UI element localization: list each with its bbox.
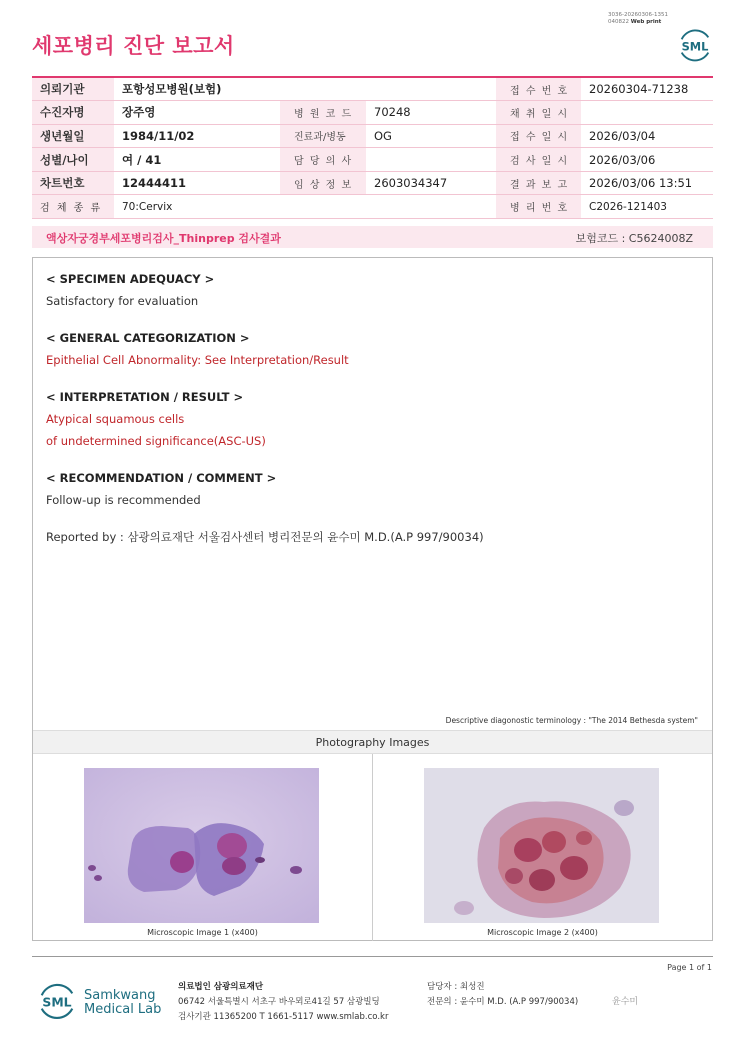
value-birth-date: 1984/11/02 <box>114 124 280 148</box>
info-row <box>32 171 713 195</box>
value-result-report: 2026/03/06 13:51 <box>581 171 713 195</box>
section-heading: < INTERPRETATION / RESULT > <box>46 390 244 404</box>
sml-logo-text: SML <box>681 39 709 54</box>
print-code <box>608 12 668 25</box>
label-hospital-code: 병 원 코 드 <box>280 101 366 125</box>
label-requesting-institution: 의뢰기관 <box>32 77 114 101</box>
label-birth-date: 생년월일 <box>32 124 114 148</box>
footer-brand-line2: Medical Lab <box>84 1002 162 1017</box>
label-collection-date: 채 취 일 시 <box>496 101 581 125</box>
bethesda-note: Descriptive diagonostic terminology : "The 2014 Bethesda system" <box>445 716 698 725</box>
label-receipt-number: 접 수 번 호 <box>496 77 581 101</box>
section-recommendation <box>46 471 696 507</box>
page-number: Page 1 of 1 <box>667 963 712 972</box>
value-collection-date <box>581 101 713 125</box>
label-receipt-date: 접 수 일 시 <box>496 124 581 148</box>
section-general-categorization <box>46 331 696 367</box>
microscopic-image-2 <box>424 768 659 923</box>
value-test-date: 2026/03/06 <box>581 148 713 172</box>
section-text: Atypical squamous cells <box>46 412 185 426</box>
page-title: 세포병리 진단 보고서 <box>32 34 235 58</box>
label-sex-age: 성별/나이 <box>32 148 114 172</box>
section-text: Epithelial Cell Abnormality: See Interpretation/Result <box>46 353 349 367</box>
photo-header: Photography Images <box>33 730 712 754</box>
footer-staff-1: 담당자 : 최성진 <box>427 982 485 992</box>
info-row <box>32 124 713 148</box>
value-pathology-number: C2026-121403 <box>581 195 713 219</box>
footer-staff-2: 전문의 : 윤수미 M.D. (A.P 997/90034) <box>427 997 579 1007</box>
value-requesting-institution: 포항성모병원(보험) <box>114 77 496 101</box>
print-code-line1: 3036-20260306-1351 <box>608 12 668 18</box>
label-department: 진료과/병동 <box>280 124 366 148</box>
reported-by: Reported by : 삼광의료재단 서울검사센터 병리전문의 윤수미 M.D.(A.P 997/90034) <box>46 530 484 544</box>
photo-divider <box>372 754 373 941</box>
label-result-report: 결 과 보 고 <box>496 171 581 195</box>
section-text: Follow-up is recommended <box>46 493 201 507</box>
microscopic-image-1 <box>84 768 319 923</box>
test-name: 액상자궁경부세포병리검사_Thinprep 검사결과 <box>46 232 281 245</box>
test-name-bar <box>32 226 713 248</box>
value-receipt-number: 20260304-71238 <box>581 77 713 101</box>
web-print-label: Web print <box>630 18 662 25</box>
footer-staff <box>427 980 578 1010</box>
value-chart-number: 12444411 <box>114 171 280 195</box>
footer-contact: 검사기관 11365200 T 1661-5117 www.smlab.co.kr <box>178 1012 389 1022</box>
label-specimen-type: 검 체 종 류 <box>32 195 114 219</box>
label-test-date: 검 사 일 시 <box>496 148 581 172</box>
label-doctor: 담 당 의 사 <box>280 148 366 172</box>
footer-brand-line1: Samkwang <box>84 988 156 1003</box>
footer-logo-text: SML <box>42 994 72 1010</box>
patient-info-table <box>32 76 713 219</box>
section-heading: < SPECIMEN ADEQUACY > <box>46 272 215 286</box>
label-chart-number: 차트번호 <box>32 171 114 195</box>
report-content <box>46 272 696 544</box>
info-row <box>32 195 713 219</box>
section-specimen-adequacy <box>46 272 696 308</box>
value-doctor <box>366 148 496 172</box>
section-interpretation <box>46 390 696 448</box>
image-caption-2: Microscopic Image 2 (x400) <box>487 928 598 937</box>
insurance-code: 보험코드 : C5624008Z <box>575 232 693 245</box>
report-box <box>32 257 713 941</box>
footer-divider <box>32 956 713 957</box>
sml-logo-icon <box>676 26 714 64</box>
label-clinical-info: 임 상 정 보 <box>280 171 366 195</box>
image-caption-1: Microscopic Image 1 (x400) <box>147 928 258 937</box>
value-clinical-info: 2603034347 <box>366 171 496 195</box>
footer-address: 06742 서울특별시 서초구 바우뫼로41길 57 삼광빌딩 <box>178 997 380 1007</box>
value-receipt-date: 2026/03/04 <box>581 124 713 148</box>
info-row <box>32 77 713 101</box>
label-pathology-number: 병 리 번 호 <box>496 195 581 219</box>
section-heading: < GENERAL CATEGORIZATION > <box>46 331 250 345</box>
value-specimen-type: 70:Cervix <box>114 195 496 219</box>
value-sex-age: 여 / 41 <box>114 148 280 172</box>
signature: 윤수미 <box>612 997 639 1007</box>
value-hospital-code: 70248 <box>366 101 496 125</box>
info-row <box>32 101 713 125</box>
label-patient-name: 수진자명 <box>32 101 114 125</box>
footer-organization <box>178 980 388 1025</box>
value-department: OG <box>366 124 496 148</box>
info-row <box>32 148 713 172</box>
section-text: Satisfactory for evaluation <box>46 294 199 308</box>
value-patient-name: 장주영 <box>114 101 280 125</box>
samkwang-logo-icon <box>36 980 78 1022</box>
footer-brand <box>84 989 161 1017</box>
section-text: of undetermined significance(ASC-US) <box>46 434 266 448</box>
footer-org-name: 의료법인 삼광의료재단 <box>178 982 264 992</box>
print-code-line2: 040822 <box>608 18 630 25</box>
section-heading: < RECOMMENDATION / COMMENT > <box>46 471 277 485</box>
